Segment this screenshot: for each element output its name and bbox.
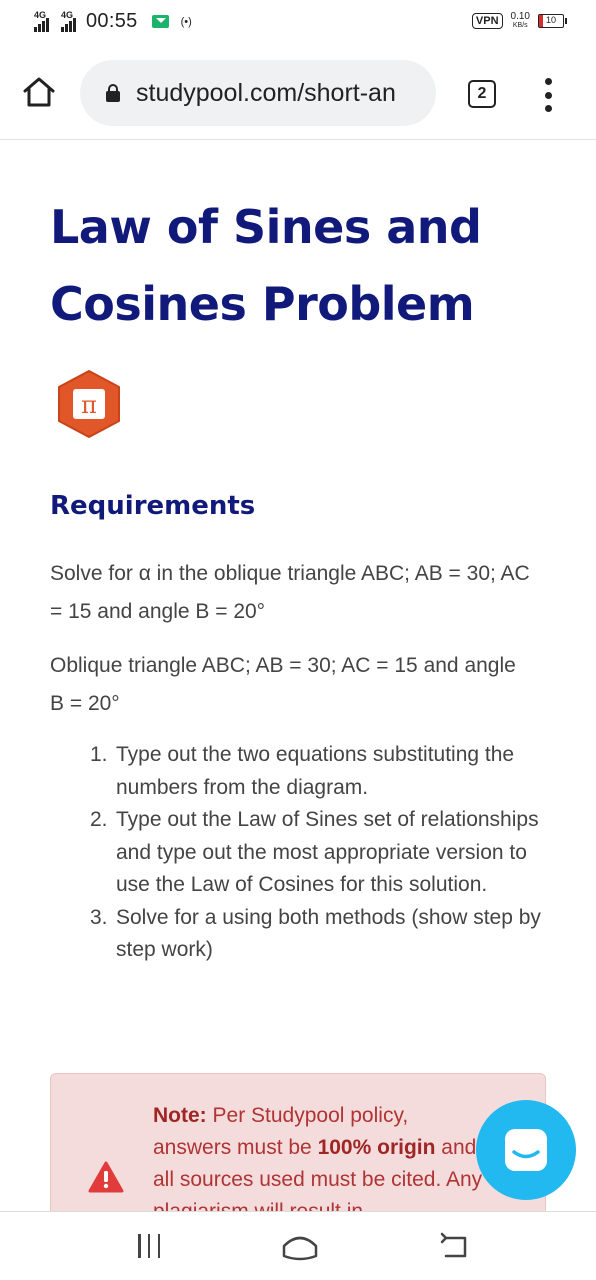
- note-label: Note:: [153, 1104, 207, 1127]
- note-bold: 100% origin: [317, 1136, 436, 1159]
- steps-list: [90, 739, 560, 967]
- home-icon: [22, 76, 56, 108]
- network-speed: [511, 12, 530, 30]
- warning-icon: [87, 1160, 125, 1194]
- message-notification-icon: [152, 15, 169, 28]
- tabs-button[interactable]: 2: [468, 80, 496, 108]
- note-text-part: Per Studypool policy, answers must be: [153, 1104, 409, 1159]
- step-number: 3.: [90, 905, 108, 929]
- status-bar: [0, 0, 596, 44]
- status-time: 00:55: [86, 10, 138, 32]
- system-nav-bar: [0, 1211, 596, 1280]
- speed-value: 0.10: [510, 11, 530, 22]
- requirements-heading: Requirements: [50, 491, 256, 521]
- nav-home-icon[interactable]: [280, 1232, 320, 1262]
- list-item: [90, 804, 560, 902]
- more-vert-icon[interactable]: [540, 78, 556, 112]
- signal-1-icon: [34, 9, 49, 32]
- list-item: [90, 902, 560, 967]
- step-text: Solve for a using both methods (show step by step work): [116, 905, 541, 961]
- status-right: [472, 12, 564, 30]
- battery-icon: 10: [538, 14, 564, 28]
- step-number: 2.: [90, 808, 108, 831]
- requirement-paragraph-1: Solve for α in the oblique triangle ABC; AB = 30; AC = 15 and angle B = 20°: [50, 562, 530, 623]
- hotspot-icon: (•): [180, 15, 192, 28]
- page-title: Law of Sines and Cosines Problem: [50, 200, 482, 331]
- signal-2-icon: [61, 9, 76, 32]
- note-text-part: and all sources used must be: [153, 1136, 477, 1191]
- lock-icon: [106, 84, 120, 102]
- step-number: 1.: [90, 743, 108, 766]
- recent-apps-icon[interactable]: [138, 1234, 160, 1258]
- step-text: Type out the two equations substituting the numbers from the diagram.: [116, 743, 515, 799]
- url-text[interactable]: studypool.com/short-an: [136, 78, 396, 107]
- status-left: [34, 10, 192, 33]
- list-item: [90, 739, 560, 804]
- subject-badge: [56, 369, 122, 439]
- page-content: [0, 141, 596, 1211]
- signal-2-label: 4G: [61, 9, 74, 20]
- speed-unit: KB/s: [512, 22, 528, 29]
- signal-1-label: 4G: [34, 9, 47, 20]
- note-text-cut: cited. Any: [391, 1168, 483, 1191]
- note-text: [153, 1100, 483, 1228]
- chat-button[interactable]: [476, 1100, 576, 1200]
- nav-back-icon[interactable]: [440, 1232, 470, 1260]
- chat-icon: [476, 1100, 576, 1200]
- address-bar[interactable]: [80, 60, 436, 126]
- step-text: Type out the Law of Sines set of relationships and type out the most appropriate version to use the Law of Cosines for this solution.: [116, 808, 539, 896]
- badge-symbol: π: [81, 391, 97, 419]
- vpn-badge: VPN: [472, 13, 503, 29]
- browser-toolbar: [0, 44, 596, 140]
- requirement-paragraph-2: Oblique triangle ABC; AB = 30; AC = 15 and angle B = 20°: [50, 654, 516, 715]
- home-button[interactable]: [22, 76, 56, 108]
- math-subject-icon: [56, 369, 122, 439]
